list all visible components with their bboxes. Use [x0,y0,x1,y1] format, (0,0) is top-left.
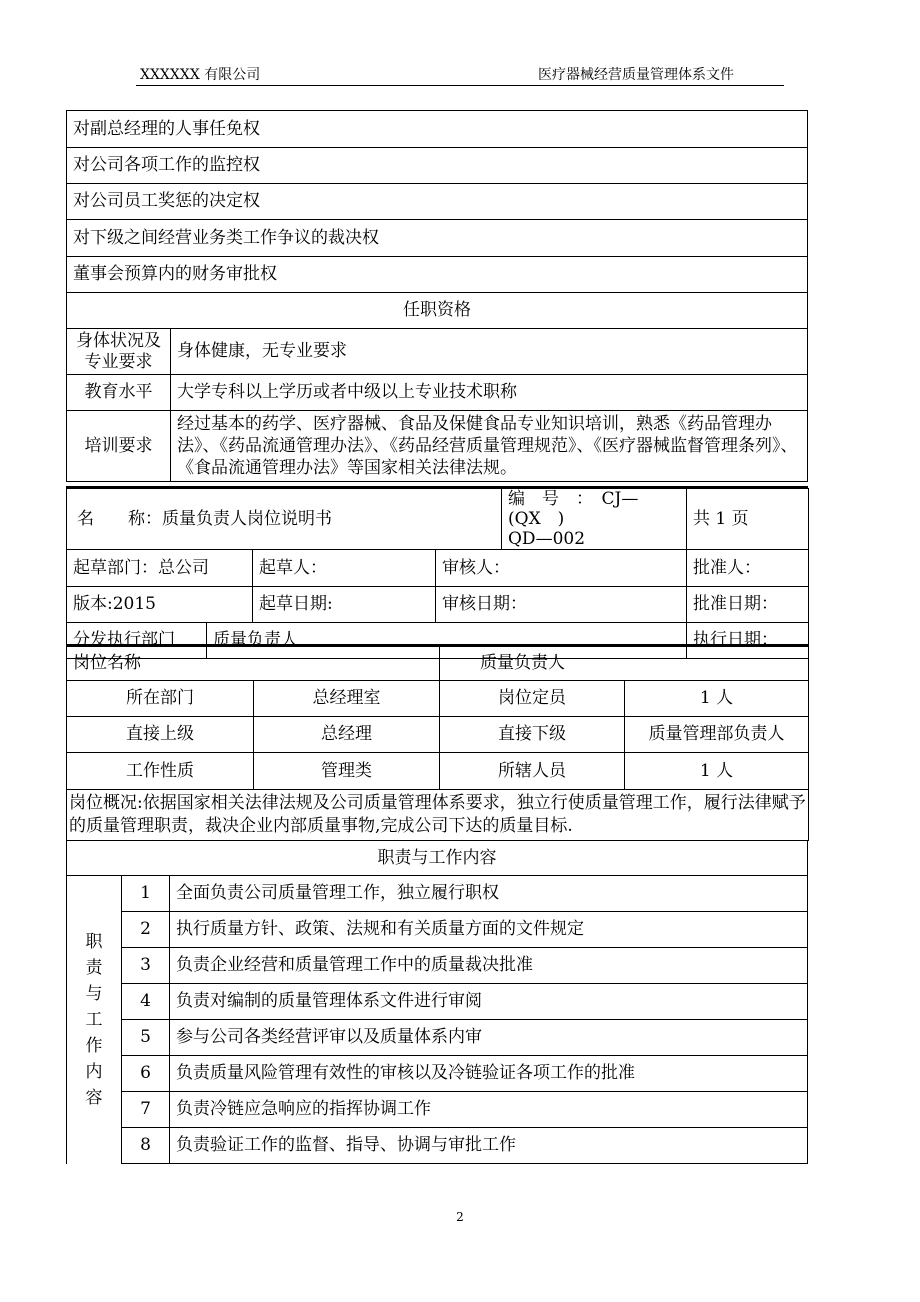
exec-date: 执行日期： [687,623,809,659]
quota-value: 1 人 [625,681,809,717]
dept-value: 总经理室 [254,681,440,717]
draft-dept: 起草部门：总公司 [67,550,253,587]
duty-text: 负责企业经营和质量管理工作中的质量裁决批准 [170,948,808,984]
post-info-block [66,646,808,841]
duties-title: 职责与工作内容 [67,841,808,876]
qual-label-education: 教育水平 [67,375,171,411]
staff-label: 所辖人员 [440,753,625,790]
subordinate-label: 直接下级 [440,717,625,753]
draft-date: 起草日期: [253,587,436,623]
qualification-title: 任职资格 [67,293,808,329]
approver: 批准人： [687,550,809,587]
reviewer: 审核人： [436,550,687,587]
superior-label: 直接上级 [67,717,254,753]
header-doc-system: 医疗器械经营质量管理体系文件 [538,67,734,83]
authority-item: 董事会预算内的财务审批权 [67,257,808,293]
duty-number: 3 [122,948,170,984]
qual-value-education: 大学专科以上学历或者中级以上专业技术职称 [171,375,808,411]
dept-label: 所在部门 [67,681,254,717]
authority-qualification-block [66,110,808,482]
approve-date: 批准日期： [687,587,809,623]
qual-label-physical: 身体状况及专业要求 [67,329,171,375]
duty-number: 1 [122,876,170,912]
duty-number: 5 [122,1020,170,1056]
duty-number: 6 [122,1056,170,1092]
distribution-value: 质量负责人 [207,623,687,659]
duty-number: 2 [122,912,170,948]
header-company: XXXXXX 有限公司 [140,67,261,83]
authority-item: 对公司各项工作的监控权 [67,148,808,184]
duty-text: 全面负责公司质量管理工作，独立履行职权 [170,876,808,912]
post-overview: 岗位概况:依据国家相关法律法规及公司质量管理体系要求，独立行使质量管理工作，履行法律赋予的质量管理职责，裁决企业内部质量事物,完成公司下达的质量目标. [67,790,809,841]
qual-label-training: 培训要求 [67,411,171,482]
superior-value: 总经理 [254,717,440,753]
doc-pages: 共 1 页 [687,489,809,550]
drafter: 起草人： [253,550,436,587]
duty-text: 参与公司各类经营评审以及质量体系内审 [170,1020,808,1056]
doc-name-cell [67,489,502,550]
distribution-label: 分发执行部门 [67,623,207,659]
duty-text: 负责冷链应急响应的指挥协调工作 [170,1092,808,1128]
nature-label: 工作性质 [67,753,254,790]
duties-side-label: 职 责 与 工 作 内 容 [67,876,122,1164]
header-rule [136,85,784,86]
duty-text: 执行质量方针、政策、法规和有关质量方面的文件规定 [170,912,808,948]
page-number: 2 [456,1210,464,1224]
duty-number: 4 [122,984,170,1020]
duty-text: 负责验证工作的监督、指导、协调与审批工作 [170,1128,808,1164]
duty-number: 7 [122,1092,170,1128]
review-date: 审核日期： [436,587,687,623]
authority-item: 对副总经理的人事任免权 [67,111,808,148]
doc-code-line2: QD—002 [508,529,586,549]
post-name-value: 质量负责人 [440,647,809,681]
duty-text: 负责对编制的质量管理体系文件进行审阅 [170,984,808,1020]
qual-value-training: 经过基本的药学、医疗器械、食品及保健食品专业知识培训，熟悉《药品管理办法》、《药品流通管理办法》、《药品经营质量管理规范》、《医疗器械监督管理条列》、《食品流通管理办法》等国家相关法律法规。 [171,411,808,482]
duty-number: 8 [122,1128,170,1164]
subordinate-value: 质量管理部负责人 [625,717,809,753]
document-info-block [66,488,808,659]
duties-block [66,840,808,1164]
quota-label: 岗位定员 [440,681,625,717]
staff-value: 1 人 [625,753,809,790]
version: 版本:2015 [67,587,253,623]
qual-value-physical: 身体健康，无专业要求 [171,329,808,375]
doc-code-line1: 编 号 ： CJ— (QX ) [508,489,656,529]
doc-name-value: 质量负责人岗位说明书 [162,508,332,529]
doc-code-cell [502,489,687,550]
post-name-label: 岗位名称 [67,647,440,681]
authority-item: 对公司员工奖惩的决定权 [67,184,808,220]
duty-text: 负责质量风险管理有效性的审核以及冷链验证各项工作的批准 [170,1056,808,1092]
authority-item: 对下级之间经营业务类工作争议的裁决权 [67,220,808,257]
doc-name-label: 名 称： [77,508,162,529]
nature-value: 管理类 [254,753,440,790]
